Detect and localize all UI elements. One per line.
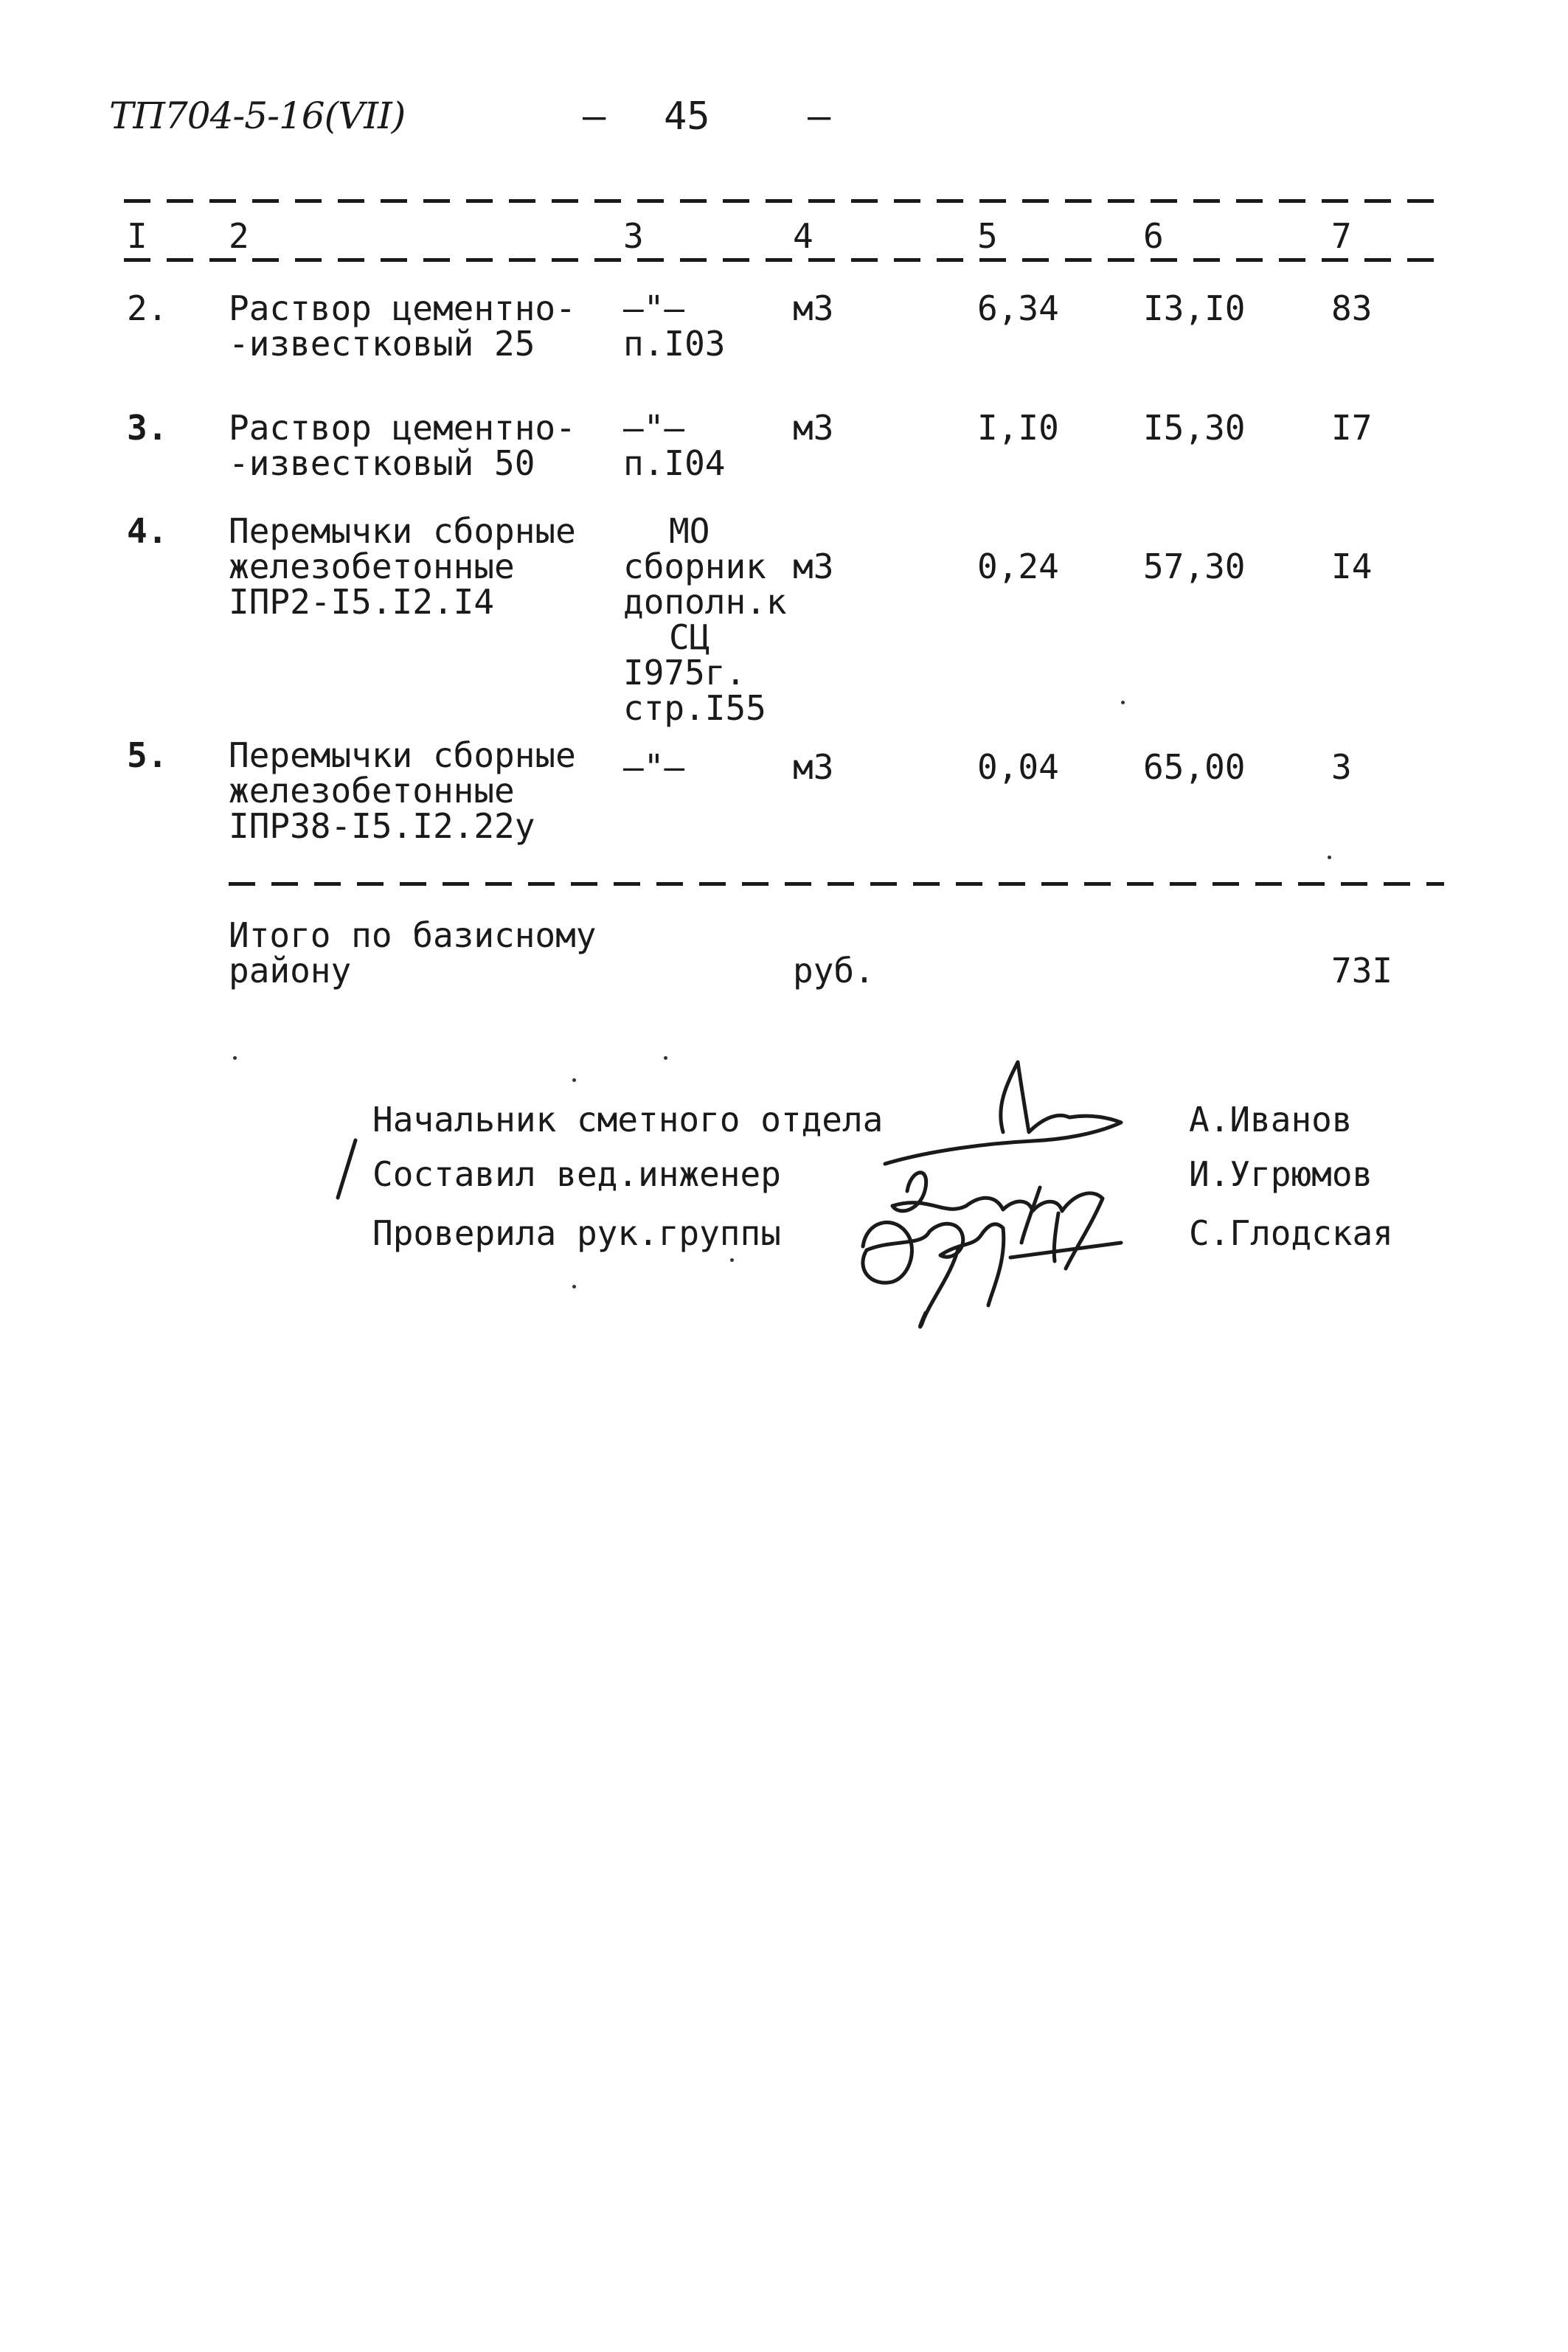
item-name-line: -известковый 25 [229,324,535,364]
page-dash-left: – [583,94,606,139]
unit-price: 57,30 [1143,547,1246,586]
item-name [229,735,576,846]
item-name [229,513,576,620]
scan-speck [1121,701,1125,704]
source-line: СЦ [669,617,710,657]
source-ref [623,513,787,726]
item-name-line: железобетонные [229,547,515,586]
unit: м3 [793,747,834,787]
summary-label [229,915,597,991]
scan-speck [730,1258,734,1262]
handwritten-signature [848,1047,1158,1335]
document-code: ТП704-5-16(VII) [109,94,406,137]
scan-speck [1328,856,1331,859]
unit: м3 [793,547,834,586]
source-ref [623,410,725,481]
quantity: 6,34 [977,288,1059,328]
item-name-line: Раствор цементно- [229,408,576,448]
quantity: 0,24 [977,547,1059,586]
signatory-name: И.Угрюмов [1189,1154,1373,1194]
item-name-line: IПР2-I5.I2.I4 [229,582,495,622]
unit-price: I5,30 [1143,408,1246,448]
column-number-5: 5 [977,216,998,256]
source-line: –"– [623,408,685,448]
item-name-line: Перемычки сборные [229,511,576,551]
column-number-2: 2 [229,216,249,256]
source-line: I975г. [623,653,746,693]
source-line: п.I03 [623,324,726,364]
scan-speck [572,1285,576,1288]
source-ref [623,749,684,785]
item-name-line: IПР38-I5.I2.22у [229,806,535,846]
rule-top [124,199,1444,203]
summary-label-line: Итого по базисному [229,915,597,955]
unit: м3 [793,408,834,448]
column-number-1: I [127,216,148,256]
source-line: –"– [623,288,685,328]
summary-label-line: району [229,951,352,991]
row-total: 83 [1331,288,1373,328]
page-number: 45 [664,94,710,139]
scan-speck [572,1078,576,1082]
column-number-3: 3 [623,216,644,256]
summary-total: 73I [1331,951,1393,991]
page-dash-right: – [808,94,831,139]
signatory-name: С.Глодская [1189,1213,1393,1253]
signatory-role: Проверила рук.группы [372,1213,781,1253]
row-number: 4. [127,511,168,551]
source-ref [623,288,726,364]
unit-price: I3,I0 [1143,288,1246,328]
scan-speck [233,1056,237,1060]
source-line: дополн.к [623,582,787,622]
quantity: I,I0 [977,408,1059,448]
column-number-6: 6 [1143,216,1164,256]
source-line: стр.I55 [623,688,766,728]
item-name-line: Раствор цементно- [229,288,576,328]
row-number: 5. [127,735,168,775]
source-line: –"– [623,747,685,787]
source-line: п.I04 [623,443,726,483]
item-name-line: -известковый 50 [229,443,535,483]
quantity: 0,04 [977,747,1059,787]
source-line: МО [669,511,710,551]
margin-tick-mark [332,1136,361,1202]
rule-header-bottom [124,258,1444,262]
unit: м3 [793,288,834,328]
row-total: I4 [1331,547,1373,586]
scan-speck [664,1056,667,1060]
item-name-line: железобетонные [229,771,515,811]
item-name [229,288,576,364]
rule-summary [229,882,1444,886]
column-number-4: 4 [793,216,814,256]
column-number-7: 7 [1331,216,1352,256]
unit-price: 65,00 [1143,747,1246,787]
signatory-role: Составил вед.инженер [372,1154,781,1194]
signatory-name: А.Иванов [1189,1100,1353,1139]
item-name-line: Перемычки сборные [229,735,576,775]
row-total: I7 [1331,408,1373,448]
source-line: сборник [623,547,766,586]
row-number: 2. [127,288,168,328]
row-total: 3 [1331,747,1352,787]
item-name [229,410,576,481]
row-number: 3. [127,408,168,448]
summary-unit: руб. [793,951,875,991]
signatory-role: Начальник сметного отдела [372,1100,884,1139]
